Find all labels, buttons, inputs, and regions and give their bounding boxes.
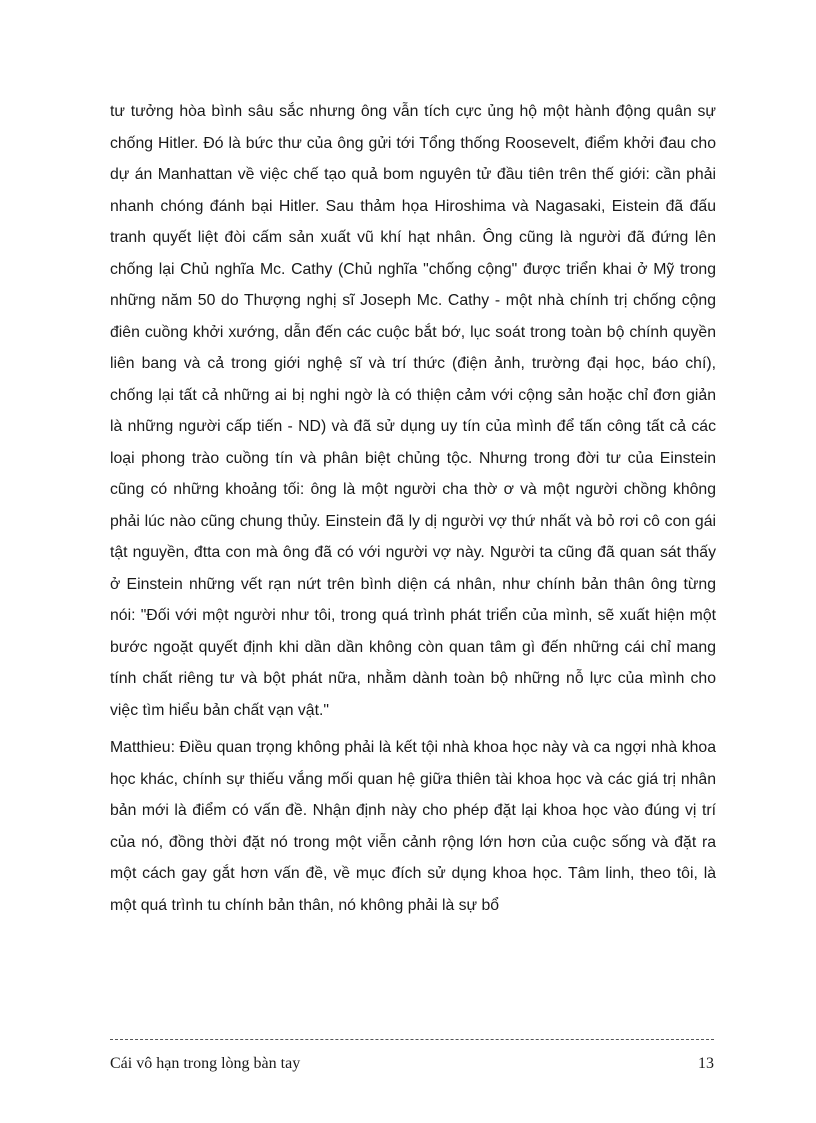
- footer-book-title: Cái vô hạn trong lòng bàn tay: [110, 1055, 301, 1072]
- body-text: [110, 96, 716, 927]
- paragraph-matthieu: Matthieu: Điều quan trọng không phải là kết tội nhà khoa học này và ca ngợi nhà khoa học khác, chính sự thiếu vắng mối quan hệ giữa thiên tài khoa học và các giá trị nhân bản mới là điểm có vấn đề. Nhận định này cho phép đặt lại khoa học vào đúng vị trí của nó, đồng thời đặt nó trong một viễn cảnh rộng lớn hơn của cuộc sống và đặt ra một cách gay gắt hơn vấn đề, về mục đích sử dụng khoa học. Tâm linh, theo tôi, là một quá trình tu chính bản thân, nó không phải là sự bổ: [110, 739, 716, 914]
- paragraph-einstein: tư tưởng hòa bình sâu sắc nhưng ông vẫn tích cực ủng hộ một hành động quân sự chống Hitler. Đó là bức thư của ông gửi tới Tổng thống Roosevelt, điểm khởi đau cho dự án Manhattan về việc chế tạo quả bom nguyên tử đầu tiên trên thế giới: cần phải nhanh chóng đánh bại Hitler. Sau thảm họa Hiroshima và Nagasaki, Eistein đã đấu tranh quyết liệt đòi cấm sản xuất vũ khí hạt nhân. Ông cũng là người đã đứng lên chống lại Chủ nghĩa Mc. Cathy (Chủ nghĩa "chống cộng" được triển khai ở Mỹ trong những năm 50 do Thượng nghị sĩ Joseph Mc. Cathy - một nhà chính trị chống cộng điên cuồng khởi xướng, dẫn đến các cuộc bắt bớ, lục soát trong toàn bộ chính quyền liên bang và cả trong giới nghệ sĩ và trí thức (điện ảnh, trường đại học, báo chí), chống lại tất cả những ai bị nghi ngờ là có thiện cảm với cộng sản hoặc chỉ đơn giản là những người cấp tiến - ND) và đã sử dụng uy tín của mình để tấn công tất cả các loại phong trào cuồng tín và phân biệt chủng tộc. Nhưng trong đời tư của Einstein cũng có những khoảng tối: ông là một người cha thờ ơ và một người chồng không phải lúc nào cũng chung thủy. Einstein đã ly dị người vợ thứ nhất và bỏ rơi cô con gái tật nguyền, đtta con mà ông đã có với người vợ này. Người ta cũng đã quan sát thấy ở Einstein những vết rạn nứt trên bình diện cá nhân, như chính bản thân ông từng nói: "Đối với một người như tôi, trong quá trình phát triển của mình, sẽ xuất hiện một bước ngoặt quyết định khi dần dần không còn quan tâm gì đến những cái chỉ mang tính chất riêng tư và bột phát nữa, nhằm dành toàn bộ những nỗ lực của mình cho việc tìm hiểu bản chất vạn vật.": [110, 103, 716, 719]
- page-number: 13: [698, 1055, 714, 1072]
- footer-divider: [110, 1039, 714, 1040]
- page-footer: [110, 1055, 714, 1073]
